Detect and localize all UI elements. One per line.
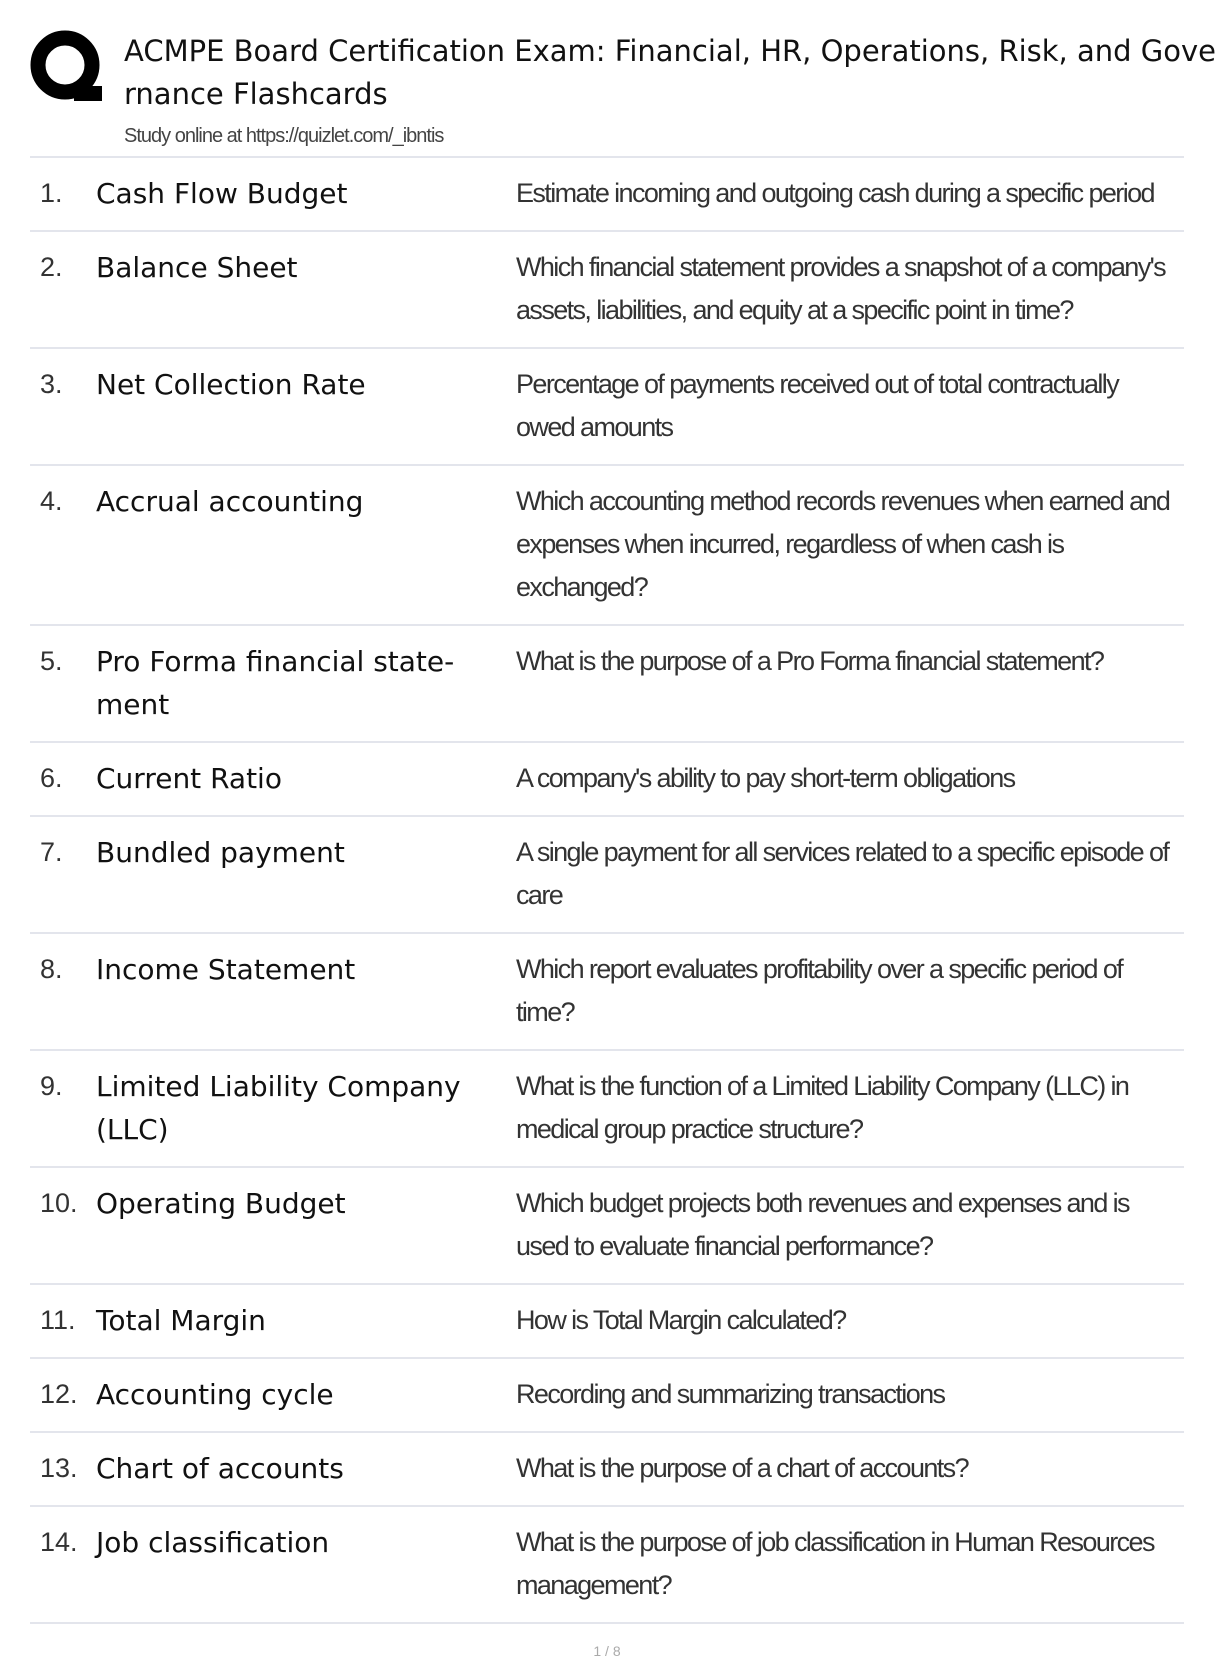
card-definition: What is the function of a Limited Liability Company (LLC) in medical group practice structure? (516, 1071, 1129, 1144)
flashcard-row (30, 934, 1184, 1051)
card-term: Income Statement (96, 953, 356, 986)
card-definition: Which budget projects both revenues and expenses and is used to evaluate financial performance? (516, 1188, 1129, 1261)
card-definition: Which financial statement provides a snapshot of a company's assets, liabilities, and equity at a specific point in time? (516, 252, 1166, 325)
card-definition: What is the purpose of a Pro Forma financial statement? (516, 646, 1104, 676)
card-definition: Which report evaluates profitability over a specific period of time? (516, 954, 1123, 1027)
card-number: 11. (40, 1305, 76, 1335)
card-definition: A single payment for all services related to a specific episode of care (516, 837, 1169, 910)
quizlet-logo-icon (30, 30, 104, 106)
card-number: 14. (40, 1527, 78, 1557)
flashcard-row (30, 1285, 1184, 1359)
flashcard-row (30, 349, 1184, 466)
flashcard-row (30, 1433, 1184, 1507)
page-title: ACMPE Board Certification Exam: Financial, HR, Operations, Risk, and Governance Flashcards (124, 34, 1216, 111)
card-term: Limited Liability Company (LLC) (96, 1070, 461, 1146)
page-number: 1 / 8 (593, 1643, 621, 1659)
study-online-link[interactable]: Study online at https://quizlet.com/_ibntis (124, 125, 444, 147)
card-term: Cash Flow Budget (96, 177, 348, 210)
card-term: Net Collection Rate (96, 368, 366, 401)
flashcard-row (30, 158, 1184, 232)
card-term: Operating Budget (96, 1187, 346, 1220)
card-term: Job classification (96, 1526, 330, 1559)
flashcard-row (30, 1507, 1184, 1624)
card-number: 9. (40, 1071, 63, 1101)
flashcard-row (30, 743, 1184, 817)
card-definition: What is the purpose of a chart of accounts? (516, 1453, 968, 1483)
card-definition: What is the purpose of job classification in Human Resources management? (516, 1527, 1154, 1600)
card-term: Pro Forma financial state-ment (96, 645, 455, 721)
flashcard-row (30, 232, 1184, 349)
card-number: 8. (40, 954, 63, 984)
card-term: Current Ratio (96, 762, 282, 795)
flashcard-row (30, 626, 1184, 743)
card-definition: A company's ability to pay short-term obligations (516, 763, 1015, 793)
card-definition: How is Total Margin calculated? (516, 1305, 846, 1335)
card-number: 1. (40, 178, 63, 208)
card-number: 13. (40, 1453, 78, 1483)
card-definition: Which accounting method records revenues when earned and expenses when incurred, regardless of when cash is exchanged? (516, 486, 1170, 602)
card-term: Bundled payment (96, 836, 345, 869)
page-content (30, 156, 1184, 1680)
card-definition: Percentage of payments received out of total contractually owed amounts (516, 369, 1119, 442)
card-term: Accounting cycle (96, 1378, 334, 1411)
flashcard-row (30, 1051, 1184, 1168)
card-term: Total Margin (96, 1304, 266, 1337)
card-number: 12. (40, 1379, 78, 1409)
card-number: 10. (40, 1188, 78, 1218)
flashcard-row (30, 1359, 1184, 1433)
card-number: 4. (40, 486, 63, 516)
card-number: 3. (40, 369, 63, 399)
card-number: 6. (40, 763, 63, 793)
card-number: 7. (40, 837, 63, 867)
flashcard-row (30, 1168, 1184, 1285)
card-term: Chart of accounts (96, 1452, 344, 1485)
card-number: 2. (40, 252, 63, 282)
flashcard-list (30, 156, 1184, 1624)
card-number: 5. (40, 646, 63, 676)
card-term: Accrual accounting (96, 485, 364, 518)
flashcard-row (30, 817, 1184, 934)
card-definition: Recording and summarizing transactions (516, 1379, 945, 1409)
card-definition: Estimate incoming and outgoing cash during a specific period (516, 178, 1154, 208)
flashcard-row (30, 466, 1184, 626)
card-term: Balance Sheet (96, 251, 298, 284)
